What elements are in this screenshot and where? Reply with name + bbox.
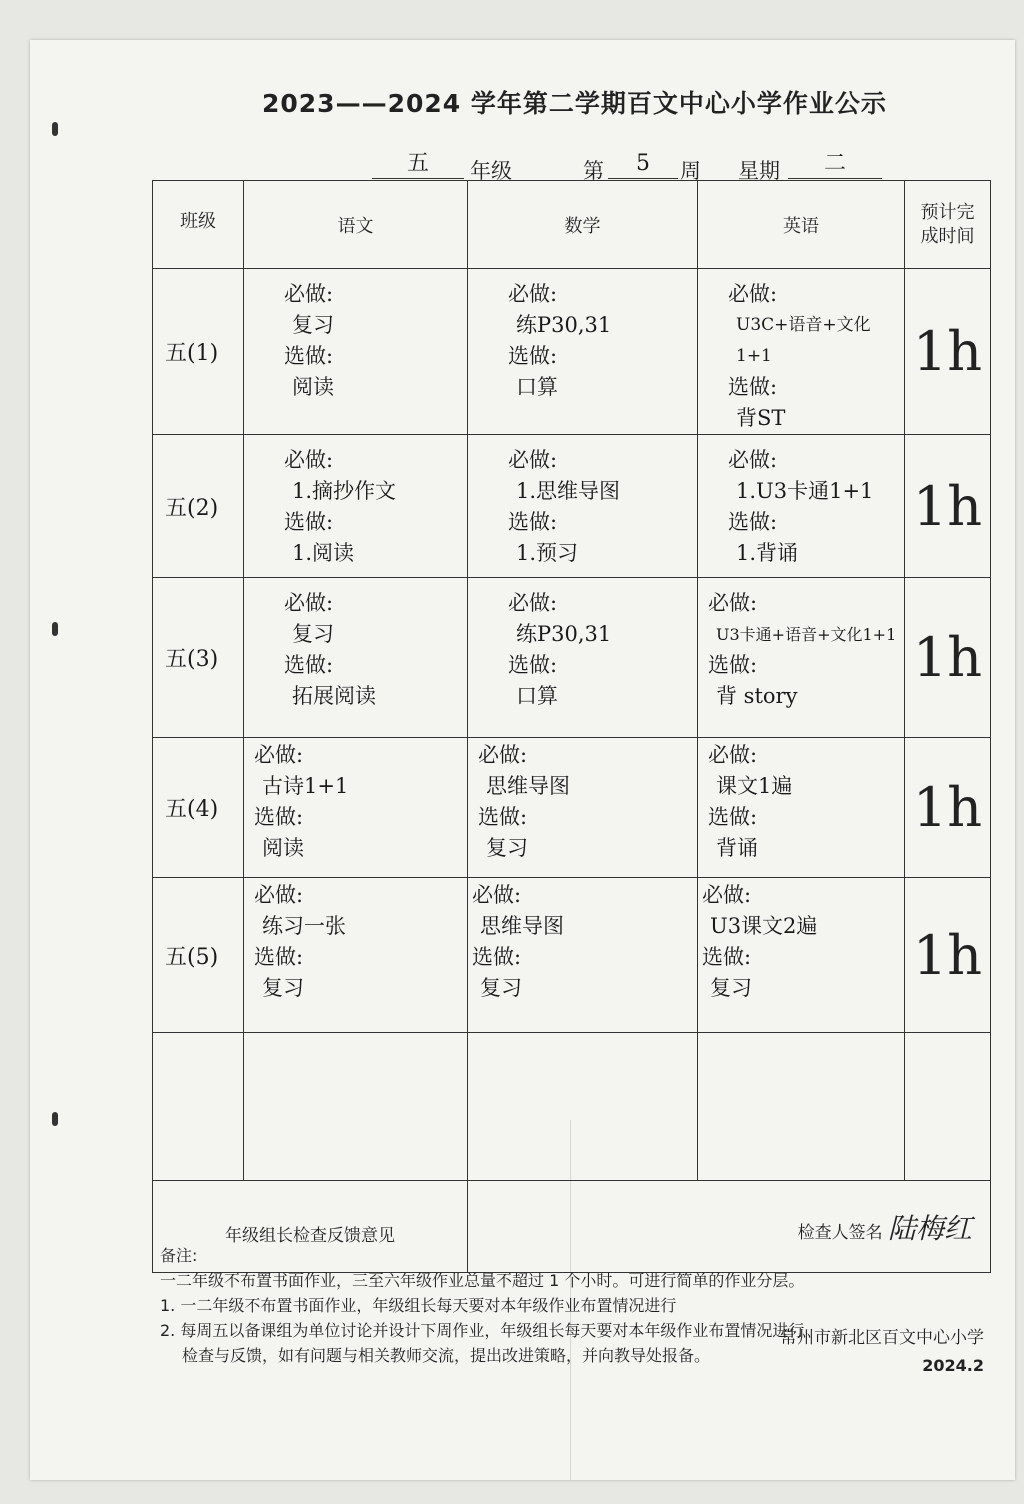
- notes-line: 检查与反馈，如有问题与相关教师交流，提出改进策略，并向教导处报备。: [182, 1346, 711, 1365]
- header-class: 班级: [153, 181, 244, 269]
- required-label: 必做:: [284, 591, 334, 615]
- week-prefix: 第: [583, 159, 604, 183]
- school-name: 常州市新北区百文中心小学: [780, 1328, 984, 1348]
- optional-label: 选做:: [254, 945, 304, 969]
- header-chinese: 语文: [244, 181, 468, 269]
- class-name: 五(5): [153, 878, 244, 1033]
- english-cell: [698, 578, 905, 738]
- required-task: 复习: [292, 622, 334, 646]
- checker-label: 检查人签名: [797, 1222, 883, 1243]
- estimated-time: 1h: [905, 738, 991, 878]
- required-task: 复习: [292, 313, 334, 337]
- required-label: 必做:: [702, 883, 752, 907]
- optional-label: 选做:: [284, 510, 334, 534]
- required-label: 必做:: [284, 448, 334, 472]
- document-date: 2024.2: [922, 1356, 984, 1375]
- required-label: 必做:: [508, 282, 558, 306]
- required-task: 课文1遍: [716, 774, 793, 798]
- required-task: 思维导图: [480, 914, 564, 938]
- optional-label: 选做:: [478, 805, 528, 829]
- optional-task: 背 story: [716, 684, 798, 708]
- required-label: 必做:: [708, 591, 758, 615]
- optional-label: 选做:: [708, 653, 758, 677]
- required-task: U3课文2遍: [710, 914, 818, 938]
- class-name: 五(1): [153, 269, 244, 435]
- english-cell: [698, 738, 905, 878]
- optional-label: 选做:: [728, 375, 778, 399]
- grade-label: 年级: [470, 159, 512, 183]
- table-row: [153, 435, 991, 578]
- required-label: 必做:: [254, 743, 304, 767]
- math-cell: [468, 435, 698, 578]
- english-cell: [698, 878, 905, 1033]
- optional-label: 选做:: [284, 653, 334, 677]
- english-cell: [698, 269, 905, 435]
- weekday-value: 二: [788, 150, 882, 179]
- notes-section: [160, 1243, 990, 1368]
- required-label: 必做:: [728, 282, 778, 306]
- optional-label: 选做:: [508, 344, 558, 368]
- header-time: [905, 181, 991, 269]
- required-label: 必做:: [284, 282, 334, 306]
- required-task: 1.摘抄作文: [292, 479, 397, 503]
- optional-task: 口算: [516, 684, 558, 708]
- class-name: 五(3): [153, 578, 244, 738]
- optional-task: 背诵: [716, 836, 758, 860]
- required-task: 练习一张: [262, 914, 346, 938]
- class-name: 五(2): [153, 435, 244, 578]
- weekday-label: 星期: [738, 159, 780, 183]
- math-cell: [468, 738, 698, 878]
- optional-label: 选做:: [708, 805, 758, 829]
- punch-hole-mark: [52, 622, 58, 636]
- chinese-cell: [244, 578, 468, 738]
- optional-task: 1.预习: [516, 541, 579, 565]
- header-time-line2: 成时间: [920, 225, 975, 247]
- required-label: 必做:: [708, 743, 758, 767]
- required-task: 练P30,31: [516, 622, 612, 646]
- grade-value: 五: [372, 150, 464, 179]
- required-task: U3卡通+语音+文化1+1: [716, 625, 897, 644]
- required-label: 必做:: [508, 448, 558, 472]
- notes-line: 2. 每周五以备课组为单位讨论并设计下周作业，年级组长每天要对本年级作业布置情况进行: [160, 1321, 805, 1340]
- optional-task: 口算: [516, 375, 558, 399]
- feedback-label: 年级组长检查反馈意见: [153, 1181, 468, 1273]
- optional-label: 选做:: [728, 510, 778, 534]
- class-name: 五(4): [153, 738, 244, 878]
- optional-label: 选做:: [284, 344, 334, 368]
- required-label: 必做:: [254, 883, 304, 907]
- required-task: U3C+语音+文化1+1: [736, 315, 871, 366]
- optional-task: 复习: [480, 976, 522, 1000]
- optional-task: 背ST: [736, 406, 786, 430]
- required-task: 1.U3卡通1+1: [736, 479, 874, 503]
- optional-label: 选做:: [508, 653, 558, 677]
- optional-task: 复习: [710, 976, 752, 1000]
- document-title: 2023——2024 学年第二学期百文中心小学作业公示: [262, 89, 887, 118]
- required-task: 1.思维导图: [516, 479, 621, 503]
- checker-signature: 陆梅红: [887, 1211, 972, 1245]
- punch-hole-mark: [52, 122, 58, 136]
- week-value: 5: [608, 150, 678, 179]
- optional-task: 复习: [486, 836, 528, 860]
- table-row: [153, 578, 991, 738]
- optional-label: 选做:: [472, 945, 522, 969]
- estimated-time: 1h: [905, 578, 991, 738]
- header-english: 英语: [698, 181, 905, 269]
- estimated-time: 1h: [905, 269, 991, 435]
- math-cell: [468, 578, 698, 738]
- required-task: 练P30,31: [516, 313, 612, 337]
- optional-task: 1.阅读: [292, 541, 355, 565]
- estimated-time: 1h: [905, 878, 991, 1033]
- estimated-time: 1h: [905, 435, 991, 578]
- math-cell: [468, 878, 698, 1033]
- chinese-cell: [244, 878, 468, 1033]
- chinese-cell: [244, 435, 468, 578]
- required-label: 必做:: [728, 448, 778, 472]
- optional-task: 1.背诵: [736, 541, 799, 565]
- notes-line: 一二年级不布置书面作业，三至六年级作业总量不超过 1 个小时。可进行简单的作业分层。: [160, 1271, 805, 1290]
- optional-label: 选做:: [254, 805, 304, 829]
- punch-hole-mark: [52, 1112, 58, 1126]
- english-cell: [698, 435, 905, 578]
- week-suffix: 周: [680, 159, 701, 183]
- required-task: 古诗1+1: [262, 774, 349, 798]
- notes-line: 1. 一二年级不布置书面作业，年级组长每天要对本年级作业布置情况进行: [160, 1296, 677, 1315]
- optional-label: 选做:: [702, 945, 752, 969]
- optional-task: 阅读: [292, 375, 334, 399]
- required-label: 必做:: [472, 883, 522, 907]
- chinese-cell: [244, 738, 468, 878]
- table-header-row: [153, 181, 991, 269]
- optional-task: 阅读: [262, 836, 304, 860]
- header-time-line1: 预计完: [920, 201, 975, 223]
- table-row-empty: [153, 1033, 991, 1181]
- table-row: [153, 269, 991, 435]
- required-task: 思维导图: [486, 774, 570, 798]
- notes-heading: 备注:: [160, 1246, 198, 1265]
- optional-task: 拓展阅读: [292, 684, 376, 708]
- header-math: 数学: [468, 181, 698, 269]
- required-label: 必做:: [478, 743, 528, 767]
- homework-table: [152, 180, 991, 1273]
- optional-task: 复习: [262, 976, 304, 1000]
- table-row: [153, 878, 991, 1033]
- table-row: [153, 738, 991, 878]
- required-label: 必做:: [508, 591, 558, 615]
- chinese-cell: [244, 269, 468, 435]
- math-cell: [468, 269, 698, 435]
- optional-label: 选做:: [508, 510, 558, 534]
